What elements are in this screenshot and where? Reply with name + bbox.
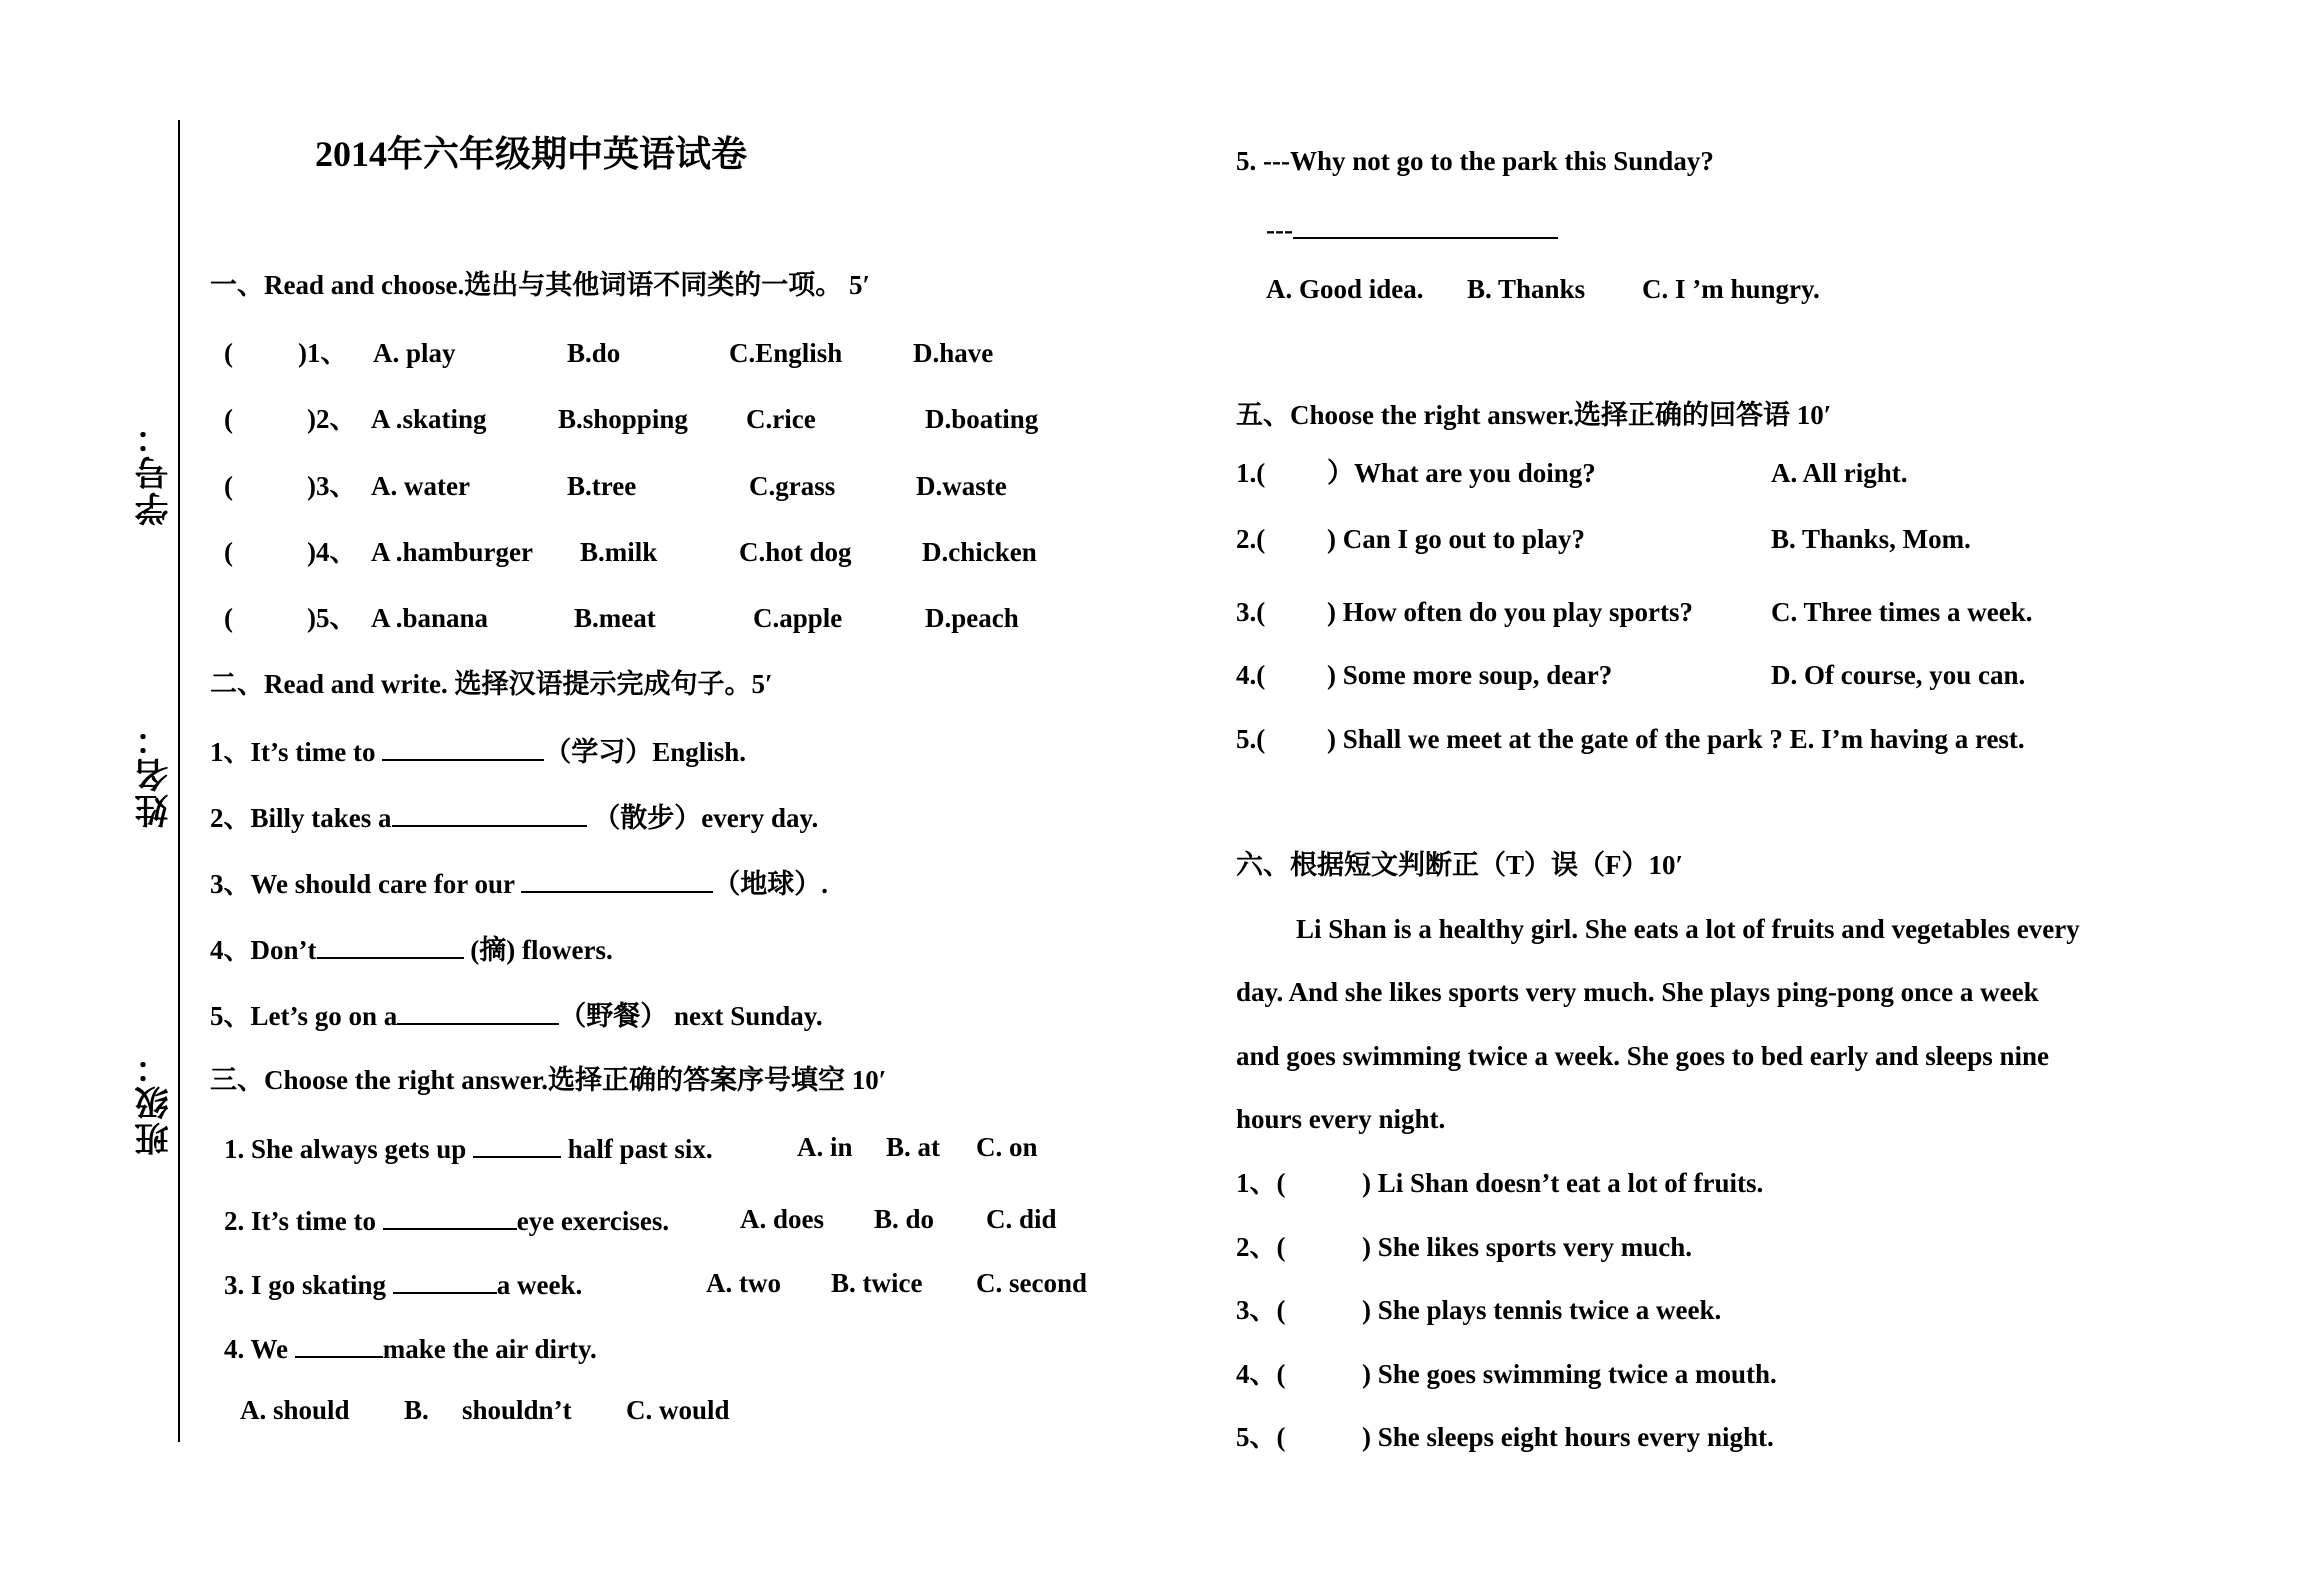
answer-blank[interactable] bbox=[392, 799, 587, 827]
section2-item: 2、Billy takes a （散步）every day. bbox=[210, 799, 818, 835]
section4-question-5: 5. ---Why not go to the park this Sunday? bbox=[1236, 146, 1714, 176]
option: B. Thanks bbox=[1467, 274, 1586, 304]
answer-blank[interactable] bbox=[473, 1130, 561, 1158]
option: A. does bbox=[740, 1204, 825, 1234]
section6-heading: 六、根据短文判断正（T）误（F）10′ bbox=[1236, 850, 1684, 880]
name-label: 姓名： bbox=[137, 720, 174, 828]
section3-heading: 三、Choose the right answer.选择正确的答案序号填空 10′ bbox=[210, 1065, 887, 1095]
student-number-label: 学号： bbox=[137, 418, 174, 526]
option: C. would bbox=[626, 1395, 730, 1425]
option: A. should bbox=[240, 1395, 350, 1425]
answer-blank[interactable] bbox=[317, 931, 464, 959]
section4-reply: --- bbox=[1266, 211, 1558, 247]
section1-heading: 一、Read and choose.选出与其他词语不同类的一项。 5′ bbox=[210, 270, 871, 300]
option: C. did bbox=[986, 1204, 1057, 1234]
passage-line: hours every night. bbox=[1236, 1104, 1446, 1134]
option: shouldn’t bbox=[462, 1395, 572, 1425]
option: B. at bbox=[886, 1132, 940, 1162]
option: C. I ’m hungry. bbox=[1642, 274, 1820, 304]
section2-item: 5、Let’s go on a （野餐） next Sunday. bbox=[210, 997, 823, 1033]
answer-blank[interactable] bbox=[397, 997, 559, 1025]
exam-page: 学号： 姓名： 班级： 2014年六年级期中英语试卷 一、Read and choose.选出与其他词语不同类的一项。 5′ ( )1、 A. play B.do C.English D.have ( )2、 A .skating B.shopping C.rice D.boating ( )3、 A. water B.tree C.grass D.waste ( )4、 A .hamburger B.milk C.hot dog D.chicken ( )5、 A .banana B.meat C.apple D.peach 二、Read and write. 选择汉语提示完成句子。5′ 1、It’s time to （学习）English. 2、Billy takes a （散步）every day. 3、We should care for our （地球）. 4、Don’t (摘) flowers. 5、Let’s go on a （野餐） next Sunday. 三、Choose the right answer.选择正确的答案序号填空 10′ 1. She always gets up half past six. A. in B. at C. on 2. It’s time to eye exercises. A. does B. do C. did 3. I go skating a week. A. two B. twice C. second 4. We make the air dirty. A. should B. shouldn’t C. would 5. ---Why not go to the park this Sunday? --- A. Good idea. B. Thanks C. I ’m hungry. 五、Choose the right answer.选择正确的回答语 10′ 1.( ）What are you doing? A. All right. 2.( ) Can I go out to play? B. Thanks, Mom. 3.( ) How often do you play sports? C. Three times a week. 4.( ) Some more soup, dear? D. Of course, you can. 5.( ) Shall we meet at the gate of the park ? E. I’m having a rest. 六、根据短文判断正（T）误（F）10′ Li Shan is a healthy girl. She eats a lot of fruits and vegetables every day. And she likes sports very much. She plays ping-pong once a week and goes swimming twice a week. She goes to bed early and sleeps nine hours every night. 1、( ) Li Shan doesn’t eat a lot of fruits. 2、( ) She likes sports very much. 3、( ) She plays tennis twice a week. 4、( ) She goes swimming twice a mouth. 5、( ) She sleeps eight hours every night. bbox=[0, 0, 2303, 1595]
section3-question-3: 3. I go skating a week. bbox=[224, 1266, 582, 1302]
section3-question-2: 2. It’s time to eye exercises. bbox=[224, 1202, 669, 1238]
option: B. twice bbox=[831, 1268, 923, 1298]
answer-blank[interactable] bbox=[295, 1330, 383, 1358]
section2-item: 1、It’s time to （学习）English. bbox=[210, 733, 746, 769]
section3-question-4: 4. We make the air dirty. bbox=[224, 1330, 597, 1366]
option: A. Good idea. bbox=[1266, 274, 1424, 304]
option: A. in bbox=[797, 1132, 853, 1162]
section2-heading: 二、Read and write. 选择汉语提示完成句子。5′ bbox=[210, 669, 773, 699]
section2-item: 3、We should care for our （地球）. bbox=[210, 865, 828, 901]
page-title: 2014年六年级期中英语试卷 bbox=[315, 134, 748, 174]
option: A. two bbox=[706, 1268, 781, 1298]
option: B. do bbox=[874, 1204, 935, 1234]
option: C. on bbox=[976, 1132, 1038, 1162]
answer-blank[interactable] bbox=[393, 1266, 497, 1294]
binding-line bbox=[178, 120, 180, 1442]
answer-blank[interactable] bbox=[1293, 211, 1558, 239]
answer-blank[interactable] bbox=[383, 1202, 517, 1230]
answer-blank[interactable] bbox=[382, 733, 544, 761]
section2-item: 4、Don’t (摘) flowers. bbox=[210, 931, 613, 967]
section5-heading: 五、Choose the right answer.选择正确的回答语 10′ bbox=[1236, 400, 1832, 430]
passage-line: Li Shan is a healthy girl. She eats a lot of fruits and vegetables every bbox=[1296, 914, 2080, 944]
answer-blank[interactable] bbox=[521, 865, 713, 893]
option: C. second bbox=[976, 1268, 1088, 1298]
passage-line: and goes swimming twice a week. She goes to bed early and sleeps nine bbox=[1236, 1041, 2050, 1071]
section3-question-1: 1. She always gets up half past six. bbox=[224, 1130, 713, 1166]
option: B. bbox=[404, 1395, 429, 1425]
class-label: 班级： bbox=[137, 1048, 174, 1156]
passage-line: day. And she likes sports very much. She plays ping-pong once a week bbox=[1236, 977, 2039, 1007]
